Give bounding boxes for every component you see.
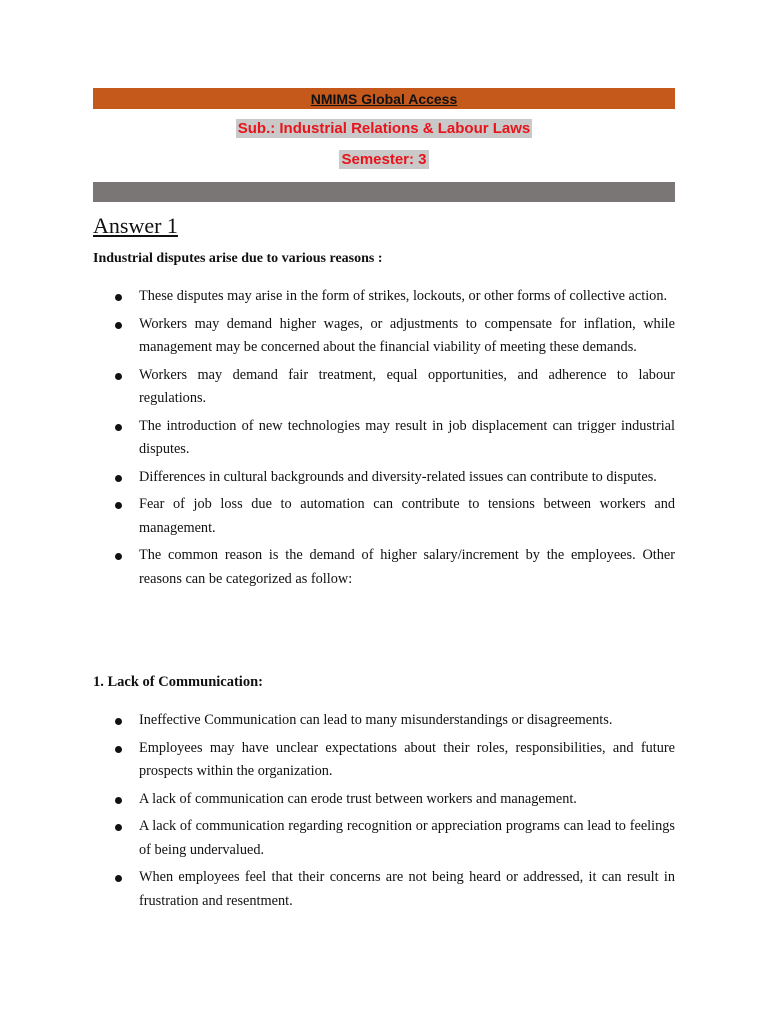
- list-item-text: Workers may demand fair treatment, equal opportunities, and adherence to labour regulations.: [139, 366, 675, 406]
- list-item: [93, 415, 675, 462]
- bullet-icon: [115, 797, 122, 804]
- list-item: [93, 544, 675, 591]
- bullet-icon: [115, 424, 122, 431]
- list-item-text: The introduction of new technologies may result in job displacement can trigger industrial disputes.: [139, 417, 675, 457]
- intro-text: Industrial disputes arise due to various reasons :: [93, 251, 383, 266]
- list-item: [93, 709, 675, 733]
- section-heading: 1. Lack of Communication:: [93, 674, 263, 690]
- header-bar: [93, 88, 675, 109]
- list-item-text: Employees may have unclear expectations about their roles, responsibilities, and future prospects within the organization.: [139, 739, 675, 779]
- list-item: [93, 815, 675, 862]
- semester-text: Semester: 3: [341, 151, 427, 168]
- bullet-icon: [115, 502, 122, 509]
- reasons-list: [93, 285, 675, 595]
- list-item: [93, 364, 675, 411]
- communication-list: [93, 709, 675, 917]
- bullet-icon: [115, 718, 122, 725]
- list-item-text: Fear of job loss due to automation can contribute to tensions between workers and management.: [139, 496, 675, 536]
- list-item-text: When employees feel that their concerns are not being heard or addressed, it can result in frustration and resentment.: [139, 869, 675, 909]
- list-item: [93, 493, 675, 540]
- bullet-icon: [115, 824, 122, 831]
- list-item: [93, 737, 675, 784]
- list-item: [93, 788, 675, 812]
- bullet-icon: [115, 294, 122, 301]
- list-item: [93, 866, 675, 913]
- subject-text: Sub.: Industrial Relations & Labour Laws: [237, 120, 531, 137]
- list-item-text: The common reason is the demand of higher salary/increment by the employees. Other reasons can be categorized as follow:: [139, 547, 675, 587]
- bullet-icon: [115, 373, 122, 380]
- semester-line: [0, 151, 768, 168]
- bullet-icon: [115, 875, 122, 882]
- bullet-icon: [115, 553, 122, 560]
- bullet-icon: [115, 322, 122, 329]
- bullet-icon: [115, 746, 122, 753]
- list-item-text: Workers may demand higher wages, or adjustments to compensate for inflation, while management may be concerned about the financial viability of meeting these demands.: [139, 315, 675, 355]
- answer-title: Answer 1: [93, 213, 178, 238]
- list-item-text: These disputes may arise in the form of strikes, lockouts, or other forms of collective action.: [139, 288, 668, 304]
- institution-title: NMIMS Global Access: [310, 90, 458, 107]
- divider-bar: [93, 182, 675, 202]
- bullet-icon: [115, 475, 122, 482]
- list-item-text: Ineffective Communication can lead to many misunderstandings or disagreements.: [139, 712, 613, 728]
- list-item-text: A lack of communication regarding recognition or appreciation programs can lead to feelings of being undervalued.: [139, 818, 675, 858]
- list-item: [93, 466, 675, 490]
- list-item: [93, 313, 675, 360]
- list-item-text: A lack of communication can erode trust between workers and management.: [139, 790, 577, 807]
- list-item-text: Differences in cultural backgrounds and diversity-related issues can contribute to disputes.: [139, 468, 657, 485]
- subject-line: [0, 120, 768, 137]
- list-item: [93, 285, 675, 309]
